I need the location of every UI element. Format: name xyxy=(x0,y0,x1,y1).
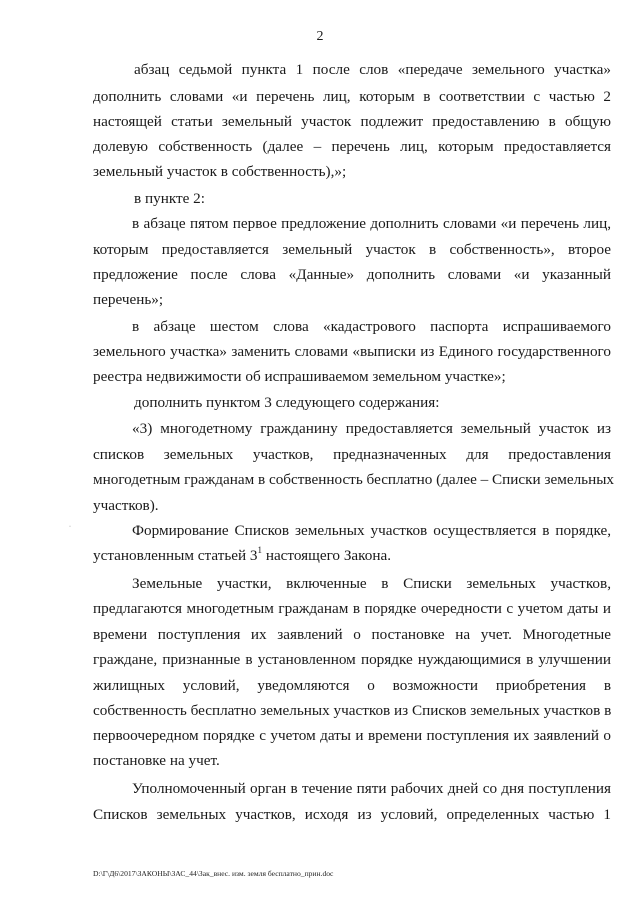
text-fragment: установленным статьей 3 xyxy=(93,547,258,564)
text-line: первоочередном порядке с учетом даты и времени поступления их заявлений о xyxy=(93,727,611,744)
text-line: предложение после слова «Данные» дополнить словами «и указанный xyxy=(93,266,611,283)
text-line: «3) многодетному гражданину предоставляется земельный участок из xyxy=(132,420,611,437)
text-line: Формирование Списков земельных участков осуществляется в порядке, xyxy=(132,522,611,539)
text-line: жилищных условий, уведомляются о возможности приобретения в xyxy=(93,677,611,694)
text-line: абзац седьмой пункта 1 после слов «передаче земельного участка» xyxy=(134,61,611,78)
text-line: списков земельных участков, предназначенных для предоставления xyxy=(93,446,611,463)
text-line: в абзаце шестом слова «кадастрового паспорта испрашиваемого xyxy=(132,318,611,335)
text-line: Уполномоченный орган в течение пяти рабочих дней со дня поступления xyxy=(132,780,611,797)
text-line: земельного участка» заменить словами «выписки из Единого государственного xyxy=(93,343,611,360)
text-line: предлагаются многодетным гражданам в порядке очередности с учетом даты и xyxy=(93,600,611,617)
text-line: времени поступления их заявлений о постановке на учет. Многодетные xyxy=(93,626,611,643)
text-line: Списков земельных участков, исходя из условий, определенных частью 1 xyxy=(93,806,611,823)
text-line: участков). xyxy=(93,497,159,514)
text-line: дополнить пунктом 3 следующего содержания: xyxy=(134,394,440,411)
text-line: которым предоставляется земельный участок в собственность», второе xyxy=(93,241,611,258)
text-line: дополнить словами «и перечень лиц, которым в соответствии с частью 2 xyxy=(93,88,611,105)
text-line: в пункте 2: xyxy=(134,190,205,207)
text-line: перечень»; xyxy=(93,291,164,308)
text-line: многодетным гражданам в собственность бесплатно (далее – Списки земельных xyxy=(93,471,615,488)
superscript: 1 xyxy=(257,545,263,555)
text-line: Земельные участки, включенные в Списки земельных участков, xyxy=(132,575,611,592)
text-line: реестра недвижимости об испрашиваемом земельном участке»; xyxy=(93,368,506,385)
page-number: 2 xyxy=(316,29,324,44)
text-line: настоящей статьи земельный участок подлежит предоставлению в общую xyxy=(93,113,611,130)
footer-file-path: D:\Г\Д6\2017\ЗАКОНЫ\ЗАС_44\Зак_внес. изм. земля бесплатно_прин.doc xyxy=(93,869,334,878)
text-line: собственность бесплатно земельных участков из Списков земельных участков в xyxy=(93,702,612,719)
text-line xyxy=(93,546,611,565)
text-fragment: настоящего Закона. xyxy=(265,547,392,564)
text-line: долевую собственность (далее – перечень лиц, которым предоставляется xyxy=(93,138,611,155)
text-line: граждане, признанные в установленном порядке нуждающимися в улучшении xyxy=(93,651,611,668)
text-line: постановке на учет. xyxy=(93,752,220,769)
text-line: земельный участок в собственность),»; xyxy=(93,163,347,180)
margin-mark: · xyxy=(69,524,71,530)
text-line: в абзаце пятом первое предложение дополнить словами «и перечень лиц, xyxy=(132,215,611,232)
